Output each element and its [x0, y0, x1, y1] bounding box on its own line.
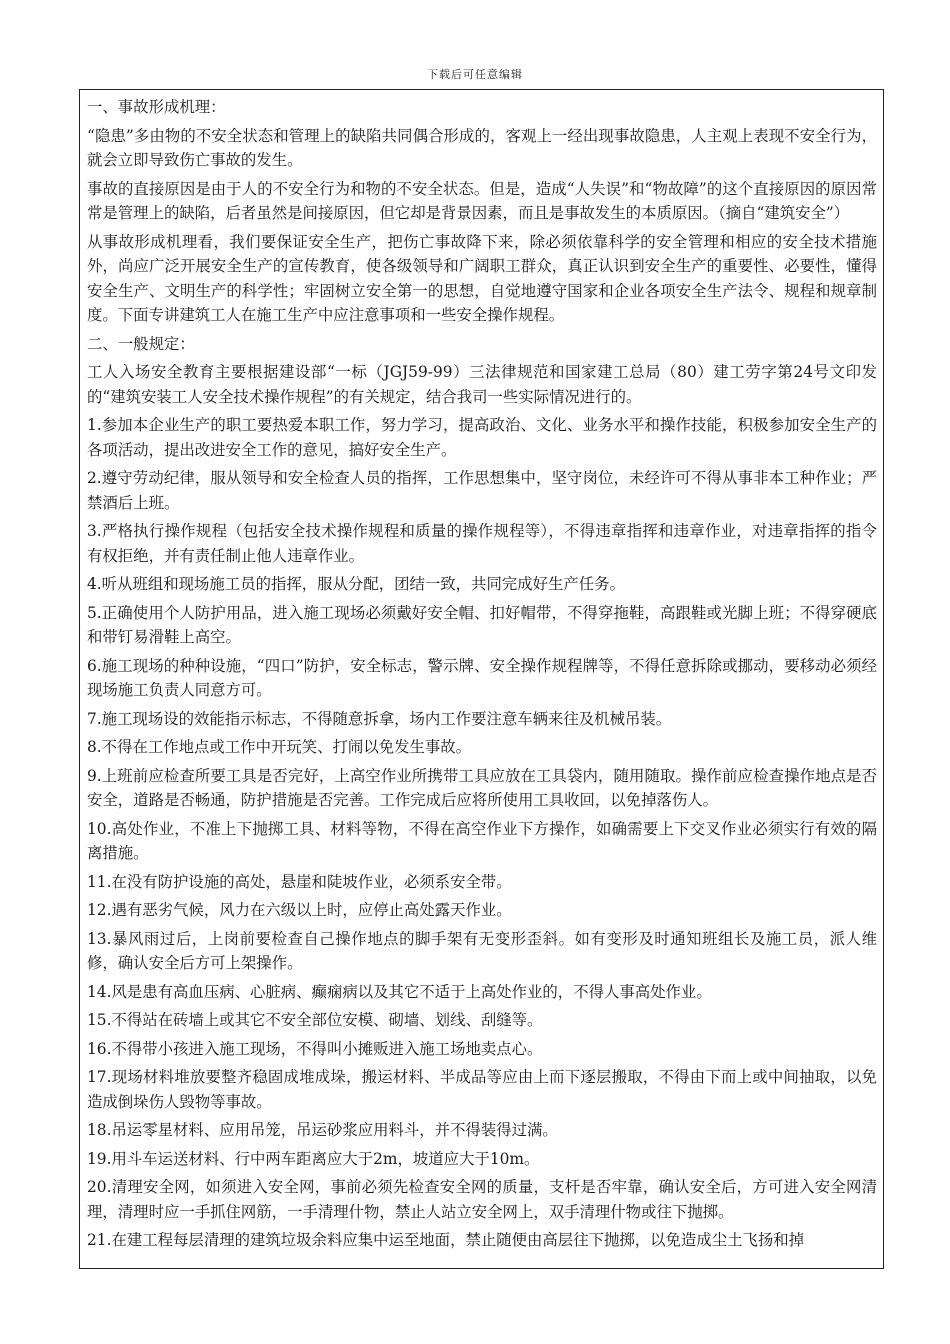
rule-item: 4.听从班组和现场施工员的指挥，服从分配，团结一致，共同完成好生产任务。	[87, 575, 625, 593]
rule-item: 11.在没有防护设施的高处，悬崖和陡坡作业，必须系安全带。	[87, 872, 512, 891]
download-note: 下载后可任意编辑	[427, 68, 523, 81]
document-body	[87, 95, 877, 1257]
rule-item: 3.严格执行操作规程（包括安全技术操作规程和质量的操作规程等），不得违章指挥和违章作业，对违章指挥的指令有权拒绝，并有责任制止他人违章作业。	[87, 522, 877, 565]
rule-item: 20.清理安全网，如须进入安全网，事前必须先检查安全网的质量，支杆是否牢靠，确认安全后，方可进入安全网清理，清理时应一手抓住网筋，一手清理什物，禁止人站立安全网上，双手清理什物或往下抛掷。	[87, 1178, 877, 1221]
rule-item: 6.施工现场的种种设施，“四口”防护，安全标志，警示牌、安全操作规程牌等，不得任意拆除或挪动，要移动必须经现场施工负责人同意方可。	[87, 656, 877, 699]
rule-item: 18.吊运零星材料、应用吊笼，吊运砂浆应用料斗，并不得装得过满。	[87, 1121, 558, 1139]
rule-item: 16.不得带小孩进入施工现场，不得叫小摊贩进入施工场地卖点心。	[87, 1039, 543, 1058]
rule-item: 14.风是患有高血压病、心脏病、癫痫病以及其它不适于上高处作业的，不得人事高处作业。	[87, 982, 712, 1001]
rule-item: 10.高处作业，不准上下抛掷工具、材料等物，不得在高空作业下方操作，如确需要上下交叉作业必须实行有效的隔离措施。	[87, 819, 877, 862]
paragraph-direct-cause: 事故的直接原因是由于人的不安全行为和物的不安全状态。但是，造成“人失误”和“物故障”的这个直接原因的原因常常是管理上的缺陷，后者虽然是间接原因，但它却是背景因素，而且是事故发生的本质原因。（摘自“建筑安全”）	[87, 179, 877, 222]
rule-item: 21.在建工程每层清理的建筑垃圾余料应集中运至地面，禁止随便由高层往下抛掷，以免造成尘土飞扬和掉	[87, 1231, 805, 1249]
rule-item: 9.上班前应检查所要工具是否完好，上高空作业所携带工具应放在工具袋内，随用随取。操作前应检查操作地点是否安全，道路是否畅通，防护措施是否完善。工作完成后应将所使用工具收回，以免掉落伤人。	[87, 766, 877, 809]
rule-item: 7.施工现场设的效能指示标志，不得随意拆拿，场内工作要注意车辆来往及机械吊装。	[87, 709, 672, 728]
rule-item: 13.暴风雨过后，上岗前要检查自己操作地点的脚手架有无变形歪斜。如有变形及时通知班组长及施工员，派人维修，确认安全后方可上架操作。	[87, 929, 877, 972]
paragraph-safety-education: 从事故形成机理看，我们要保证安全生产，把伤亡事故降下来，除必须依靠科学的安全管理和相应的安全技术措施外，尚应广泛开展安全生产的宣传教育，使各级领导和广阔职工群众，真正认识到安全生产的重要性、必要性，懂得安全生产、文明生产的科学性；牢固树立安全第一的思想，自觉地遵守国家和企业各项安全生产法令、规程和规章制度。下面专讲建筑工人在施工生产中应注意事项和一些安全操作规程。	[87, 232, 877, 324]
rule-item: 15.不得站在砖墙上或其它不安全部位安模、砌墙、划线、刮缝等。	[87, 1011, 543, 1029]
rule-item: 2.遵守劳动纪律，服从领导和安全检查人员的指挥，工作思想集中，坚守岗位，未经许可不得从事非本工种作业；严禁酒后上班。	[87, 469, 877, 512]
document-frame	[79, 89, 884, 1269]
rule-item: 12.遇有恶劣气候，风力在六级以上时，应停止高处露天作业。	[87, 901, 512, 919]
rule-item: 1.参加本企业生产的职工要热爱本职工作，努力学习，提高政治、文化、业务水平和操作技能，积极参加安全生产的各项活动，提出改进安全工作的意见，搞好安全生产。	[87, 416, 877, 459]
rule-item: 8.不得在工作地点或工作中开玩笑、打闹以免发生事故。	[87, 738, 472, 756]
rule-item: 5.正确使用个人防护用品，进入施工现场必须戴好安全帽、扣好帽带，不得穿拖鞋，高跟鞋或光脚上班；不得穿硬底和带钉易滑鞋上高空。	[87, 603, 877, 646]
paragraph-hidden-danger: “隐患”多由物的不安全状态和管理上的缺陷共同偶合形成的，客观上一经出现事故隐患，人主观上表现不安全行为，就会立即导致伤亡事故的发生。	[87, 126, 877, 169]
rule-item: 19.用斗车运送材料、行中两车距离应大于2m，坡道应大于10m。	[87, 1149, 540, 1168]
rule-item: 17.现场材料堆放要整齐稳固成堆成垛，搬运材料、半成品等应由上而下逐层搬取，不得由下而上或中间抽取，以免造成倒垛伤人毁物等事故。	[87, 1068, 877, 1111]
paragraph-intro-basis: 工人入场安全教育主要根据建设部“一标（JGJ59-99）三法律规范和国家建工总局（80）建工劳字第24号文印发的“建筑安装工人安全技术操作规程”的有关规定，结合我司一些实际情况进行的。	[87, 363, 877, 406]
section-heading-accident-mechanism: 一、事故形成机理：	[87, 98, 226, 116]
section-heading-general-rules: 二、一般规定：	[87, 334, 195, 353]
